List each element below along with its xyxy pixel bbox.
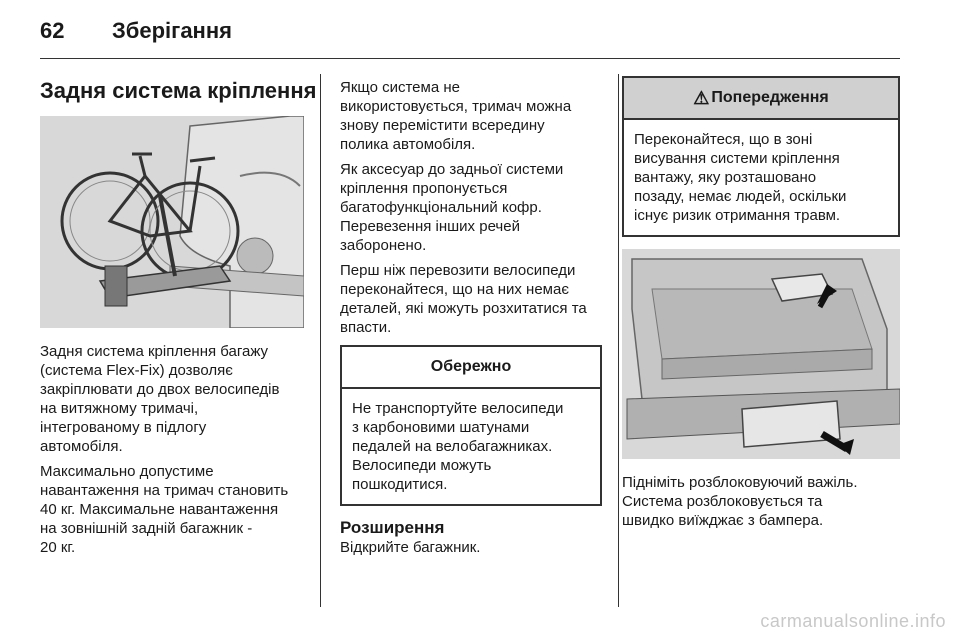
page-number: 62 (40, 18, 65, 43)
bicycle-carrier-figure (40, 116, 304, 328)
column-left (40, 72, 317, 563)
paragraph: Максимально допустиме навантаження на тримач становить 40 кг. Максимальне навантаження на зовнішній задній багажник - 20 кг. (40, 463, 289, 556)
paragraph: Перш ніж перевозити велосипеди переконайтеся, що на них немає деталей, які можуть розхитатися та впасти. (340, 262, 587, 336)
paragraph: Відкрийте багажник. (340, 539, 481, 556)
warning-text: Переконайтеся, що в зоні висування системи кріплення вантажу, яку розташовано позаду, немає людей, оскільки існує ризик отримання травм. (634, 131, 847, 224)
watermark: carmanualsonline.info (760, 611, 946, 631)
section-heading: Задня система кріплення (40, 78, 317, 103)
header-divider (40, 58, 900, 59)
bicycle-carrier-drawing (40, 116, 304, 328)
column-divider-2 (618, 74, 619, 607)
paragraph: Якщо система не використовується, тримач можна знову перемістити всередину полика автомобіля. (340, 79, 572, 153)
trunk-lever-drawing (622, 249, 900, 459)
warning-header (624, 78, 898, 120)
subheading: Розширення (340, 518, 445, 537)
column-right (622, 72, 900, 536)
caution-title: Обережно (342, 347, 600, 389)
caution-text: Не транспортуйте велосипеди з карбоновими шатунами педалей на велобагажниках. Велосипеди можуть пошкодитися. (352, 400, 564, 493)
caution-box (340, 345, 602, 506)
warning-triangle-icon: ⚠ (693, 87, 710, 108)
paragraph: Задня система кріплення багажу (система Flex-Fix) дозволяє закріплювати до двох велосипедів на витяжному тримачі, інтегрованому в підлогу автомобіля. (40, 343, 280, 455)
paragraph: Як аксесуар до задньої системи кріплення пропонується багатофункціональний кофр. Перевезення інших речей заборонено. (340, 161, 564, 254)
column-middle (340, 72, 602, 563)
warning-title: Попередження (711, 89, 829, 106)
trunk-lever-figure (622, 249, 900, 459)
section-title: Зберігання (112, 18, 232, 43)
warning-box (622, 76, 900, 237)
page-header (40, 12, 900, 52)
paragraph: Підніміть розблоковуючий важіль. Система розблоковується та швидко виїжджає з бампера. (622, 474, 858, 529)
column-divider-1 (320, 74, 321, 607)
